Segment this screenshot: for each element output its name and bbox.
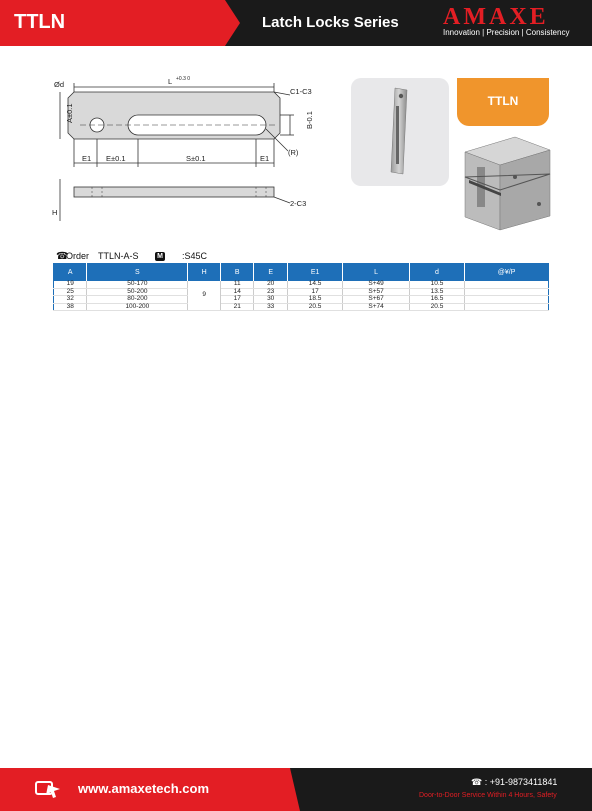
dim-h-label: H (52, 208, 58, 217)
cell: S+67 (343, 296, 409, 304)
cell: 10.5 (409, 281, 464, 288)
cell: 33 (254, 303, 287, 311)
dim-d-label: Ød (54, 80, 65, 89)
web-click-icon (34, 777, 62, 801)
col-header-a: A (54, 264, 87, 282)
cell: S+57 (343, 288, 409, 296)
brand-tagline: Innovation | Precision | Consistency (443, 28, 570, 37)
cell: 11 (221, 281, 254, 288)
phone-icon: ☎ (56, 251, 69, 262)
dim-s-label: S±0.1 (186, 154, 206, 163)
cell: 16.5 (409, 296, 464, 304)
col-header-price: @¥/P (465, 264, 549, 282)
cell: 14.5 (287, 281, 342, 288)
phone-number (471, 777, 557, 788)
cell (465, 303, 549, 311)
website-link[interactable]: www.amaxetech.com (78, 781, 210, 796)
cell: 38 (54, 303, 87, 311)
material-icon: M (155, 252, 165, 261)
dim-l-label: L (168, 77, 173, 86)
cell: 18.5 (287, 296, 342, 304)
spec-table (53, 263, 549, 311)
cell: 14 (221, 288, 254, 296)
cell-h: 9 (188, 281, 221, 311)
dim-c2-label: 2-C3 (290, 199, 307, 208)
dim-l-tolerance: +0.3 0 (176, 76, 191, 82)
cell: 23 (254, 288, 287, 296)
cell: 50-170 (87, 281, 188, 288)
cell: 20.5 (287, 303, 342, 311)
assembly-image (455, 132, 553, 232)
dim-e1-left-label: E1 (82, 154, 92, 163)
page-title: TTLN (14, 11, 66, 33)
cell: 20.5 (409, 303, 464, 311)
material-value: :S45C (182, 251, 208, 261)
dim-a-label: A±0.1 (65, 103, 74, 123)
col-header-s: S (87, 264, 188, 282)
order-label: Order (66, 251, 90, 261)
dim-r-label: (R) (288, 148, 299, 157)
product-photo (351, 78, 449, 186)
table-header-row (54, 264, 549, 282)
col-header-e: E (254, 264, 287, 282)
dim-b-label: B-0.1 (305, 111, 314, 129)
cell: 100-200 (87, 303, 188, 311)
technical-drawing (50, 75, 325, 225)
cell: 80-200 (87, 296, 188, 304)
cell: 19 (54, 281, 87, 288)
phone-text: : +91-9873411841 (484, 777, 558, 787)
col-header-e1: E1 (287, 264, 342, 282)
table-row (54, 296, 549, 304)
cell: 32 (54, 296, 87, 304)
brand-logo: AMAXE (443, 4, 549, 30)
order-code: TTLN-A-S (98, 251, 139, 261)
cell: S+49 (343, 281, 409, 288)
service-tagline: Door-to-Door Service Within 4 Hours, Safety (419, 792, 557, 799)
col-header-l: L (343, 264, 409, 282)
cell: 21 (221, 303, 254, 311)
cell (465, 288, 549, 296)
cell (465, 296, 549, 304)
dim-e-label: E±0.1 (106, 154, 126, 163)
cell: 17 (221, 296, 254, 304)
cell: 13.5 (409, 288, 464, 296)
dim-c1-label: C1-C3 (290, 87, 312, 96)
latch-bar-image (351, 78, 449, 186)
product-badge (457, 78, 549, 126)
cell: 20 (254, 281, 287, 288)
table-row (54, 281, 549, 288)
cell: 30 (254, 296, 287, 304)
col-header-b: B (221, 264, 254, 282)
cell: 50-200 (87, 288, 188, 296)
product-badge-label: TTLN (487, 94, 519, 108)
table-row (54, 303, 549, 311)
cell: 17 (287, 288, 342, 296)
col-header-d: d (409, 264, 464, 282)
dim-e1-right-label: E1 (260, 154, 270, 163)
cell: S+74 (343, 303, 409, 311)
col-header-h: H (188, 264, 221, 282)
cell (465, 281, 549, 288)
telephone-icon: ☎ (471, 777, 485, 787)
series-title: Latch Locks Series (262, 14, 399, 31)
cell: 25 (54, 288, 87, 296)
